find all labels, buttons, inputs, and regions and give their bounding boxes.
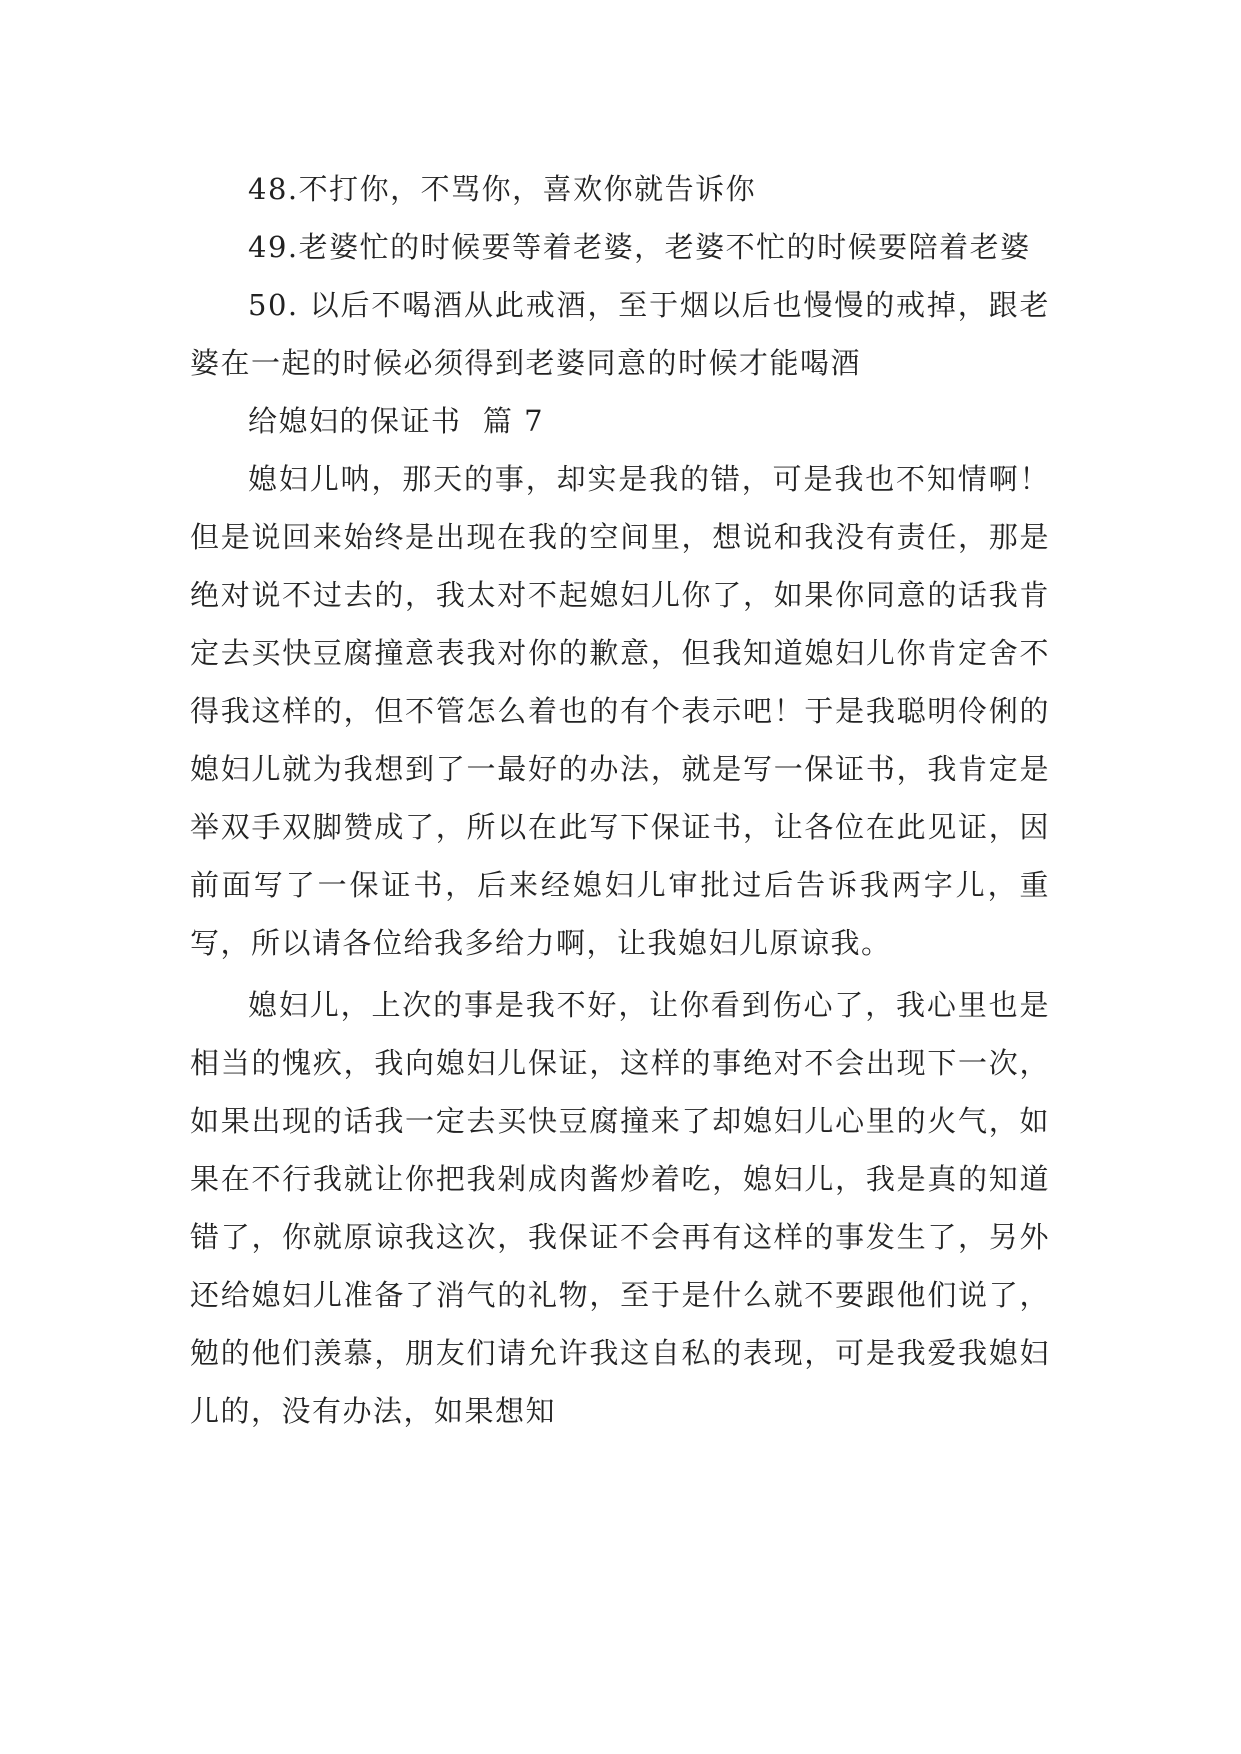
body-paragraph: 媳妇儿呐，那天的事，却实是我的错，可是我也不知情啊！但是说回来始终是出现在我的空间里，想说和我没有责任，那是绝对说不过去的，我太对不起媳妇儿你了，如果你同意的话我肯定去买快豆腐撞意表我对你的歉意，但我知道媳妇儿你肯定舍不得我这样的，但不管怎么着也的有个表示吧！于是我聪明伶俐的媳妇儿就为我想到了一最好的办法，就是写一保证书，我肯定是举双手双脚赞成了，所以在此写下保证书，让各位在此见证，因前面写了一保证书，后来经媳妇儿审批过后告诉我两字儿，重写，所以请各位给我多给力啊，让我媳妇儿原谅我。 [190, 462, 1050, 960]
list-item-50: 50. 以后不喝酒从此戒酒，至于烟以后也慢慢的戒掉，跟老婆在一起的时候必须得到老婆同意的时候才能喝酒 [190, 288, 1050, 380]
list-item-49: 49.老婆忙的时候要等着老婆，老婆不忙的时候要陪着老婆 [248, 230, 1031, 264]
body-paragraph: 媳妇儿，上次的事是我不好，让你看到伤心了，我心里也是相当的愧疚，我向媳妇儿保证，这样的事绝对不会出现下一次，如果出现的话我一定去买快豆腐撞来了却媳妇儿心里的火气，如果在不行我就让你把我剁成肉酱炒着吃，媳妇儿，我是真的知道错了，你就原谅我这次，我保证不会再有这样的事发生了，另外还给媳妇儿准备了消气的礼物，至于是什么就不要跟他们说了，勉的他们羡慕，朋友们请允许我这自私的表现，可是我爱我媳妇儿的，没有办法，如果想知 [190, 988, 1050, 1428]
document-page [190, 160, 1050, 1440]
list-item-48: 48.不打你，不骂你，喜欢你就告诉你 [248, 172, 757, 206]
section-heading: 给媳妇的保证书 篇 7 [248, 404, 545, 438]
